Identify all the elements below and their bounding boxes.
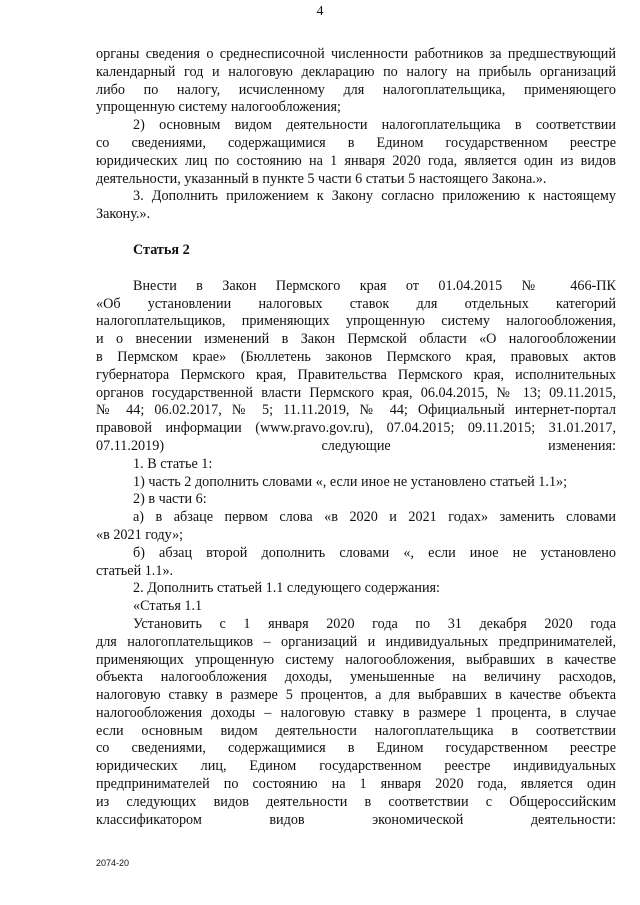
text-line: налоговую ставку в размере 5 процентов, а для выбравших в качестве объекта xyxy=(96,687,616,704)
text-line: налогообложения доходы – налоговую ставку в размере 1 процента, в случае xyxy=(96,704,616,721)
text-line: «Об установлении налоговых ставок для отдельных категорий xyxy=(96,295,616,312)
text-line: календарный год и налоговую декларацию по налогу на прибыль организаций xyxy=(96,63,616,80)
text-line: и о внесении изменений в Закон Пермской области «О налогообложении xyxy=(96,331,616,348)
text-line: органы сведения о среднесписочной численности работников за предшествующий xyxy=(96,46,616,62)
text-line: 2) в части 6: xyxy=(133,491,207,508)
text-line: 1. В статье 1: xyxy=(133,455,213,472)
text-line: предпринимателей по состоянию на 1 января 2020 года, является один xyxy=(96,776,616,793)
text-line: Закону.». xyxy=(96,206,151,223)
text-line: Внести в Закон Пермского края от 01.04.2015 № 466-ПК xyxy=(133,277,616,294)
text-line: 3. Дополнить приложением к Закону согласно приложению к настоящему xyxy=(133,188,616,205)
article-heading: Статья 2 xyxy=(133,241,190,258)
document-body xyxy=(96,46,616,829)
text-line: губернатора Пермского края, Правительства Пермского края, исполнительных xyxy=(96,366,616,383)
text-line: органов государственной власти Пермского края, 06.04.2015, № 13; 09.11.2015, xyxy=(96,384,616,401)
text-line: юридических лиц, Едином государственном реестре индивидуальных xyxy=(96,758,616,775)
text-line: если основным видом деятельности налогоплательщика в соответствии xyxy=(96,722,616,739)
text-line: статьей 1.1». xyxy=(96,562,174,579)
document-code: 2074-20 xyxy=(96,858,130,868)
text-line: «Статья 1.1 xyxy=(133,598,203,615)
text-line: Установить с 1 января 2020 года по 31 декабря 2020 года xyxy=(133,615,616,632)
text-line: 07.11.2019) следующие изменения: xyxy=(96,437,616,454)
text-line: упрощенную систему налогообложения; xyxy=(96,99,341,116)
text-line: № 44; 06.02.2017, № 5; 11.11.2019, № 44; Официальный интернет-портал xyxy=(96,402,616,419)
text-line: юридических лиц по состоянию на 1 января 2020 года, является один из видов xyxy=(96,152,616,169)
text-line: б) абзац второй дополнить словами «, если иное не установлено xyxy=(133,544,616,561)
text-line: из следующих видов деятельности в соответствии с Общероссийским xyxy=(96,793,616,810)
page-number: 4 xyxy=(316,4,324,19)
text-line: «в 2021 году»; xyxy=(96,526,184,543)
text-line: 1) часть 2 дополнить словами «, если иное не установлено статьей 1.1»; xyxy=(133,473,568,490)
text-line: деятельности, указанный в пункте 5 части 6 статьи 5 настоящего Закона.». xyxy=(96,170,547,187)
text-line: объекта налогообложения доходы, уменьшенные на величину расходов, xyxy=(96,669,616,686)
text-line: применяющих упрощенную систему налогообложения, выбравших в качестве xyxy=(96,651,616,668)
text-line: правовой информации (www.pravo.gov.ru), 07.04.2015; 09.11.2015; 31.01.2017, xyxy=(96,420,616,437)
text-line: налогоплательщиков, применяющих упрощенную систему налогообложения, xyxy=(96,313,616,330)
text-line: 2) основным видом деятельности налогоплательщика в соответствии xyxy=(133,117,616,134)
text-line: для налогоплательщиков – организаций и индивидуальных предпринимателей, xyxy=(96,633,616,650)
text-line: со сведениями, содержащимися в Едином государственном реестре xyxy=(96,740,616,757)
text-line: классификатором видов экономической деятельности: xyxy=(96,811,616,828)
text-line: либо по налогу, исчисленному для налогоплательщика, применяющего xyxy=(96,81,616,98)
text-line: а) в абзаце первом слова «в 2020 и 2021 годах» заменить словами xyxy=(133,509,616,526)
text-line: 2. Дополнить статьей 1.1 следующего содержания: xyxy=(133,580,440,597)
text-line: со сведениями, содержащимися в Едином государственном реестре xyxy=(96,134,616,151)
text-line: в Пермском крае» (Бюллетень законов Пермского края, правовых актов xyxy=(96,348,616,365)
